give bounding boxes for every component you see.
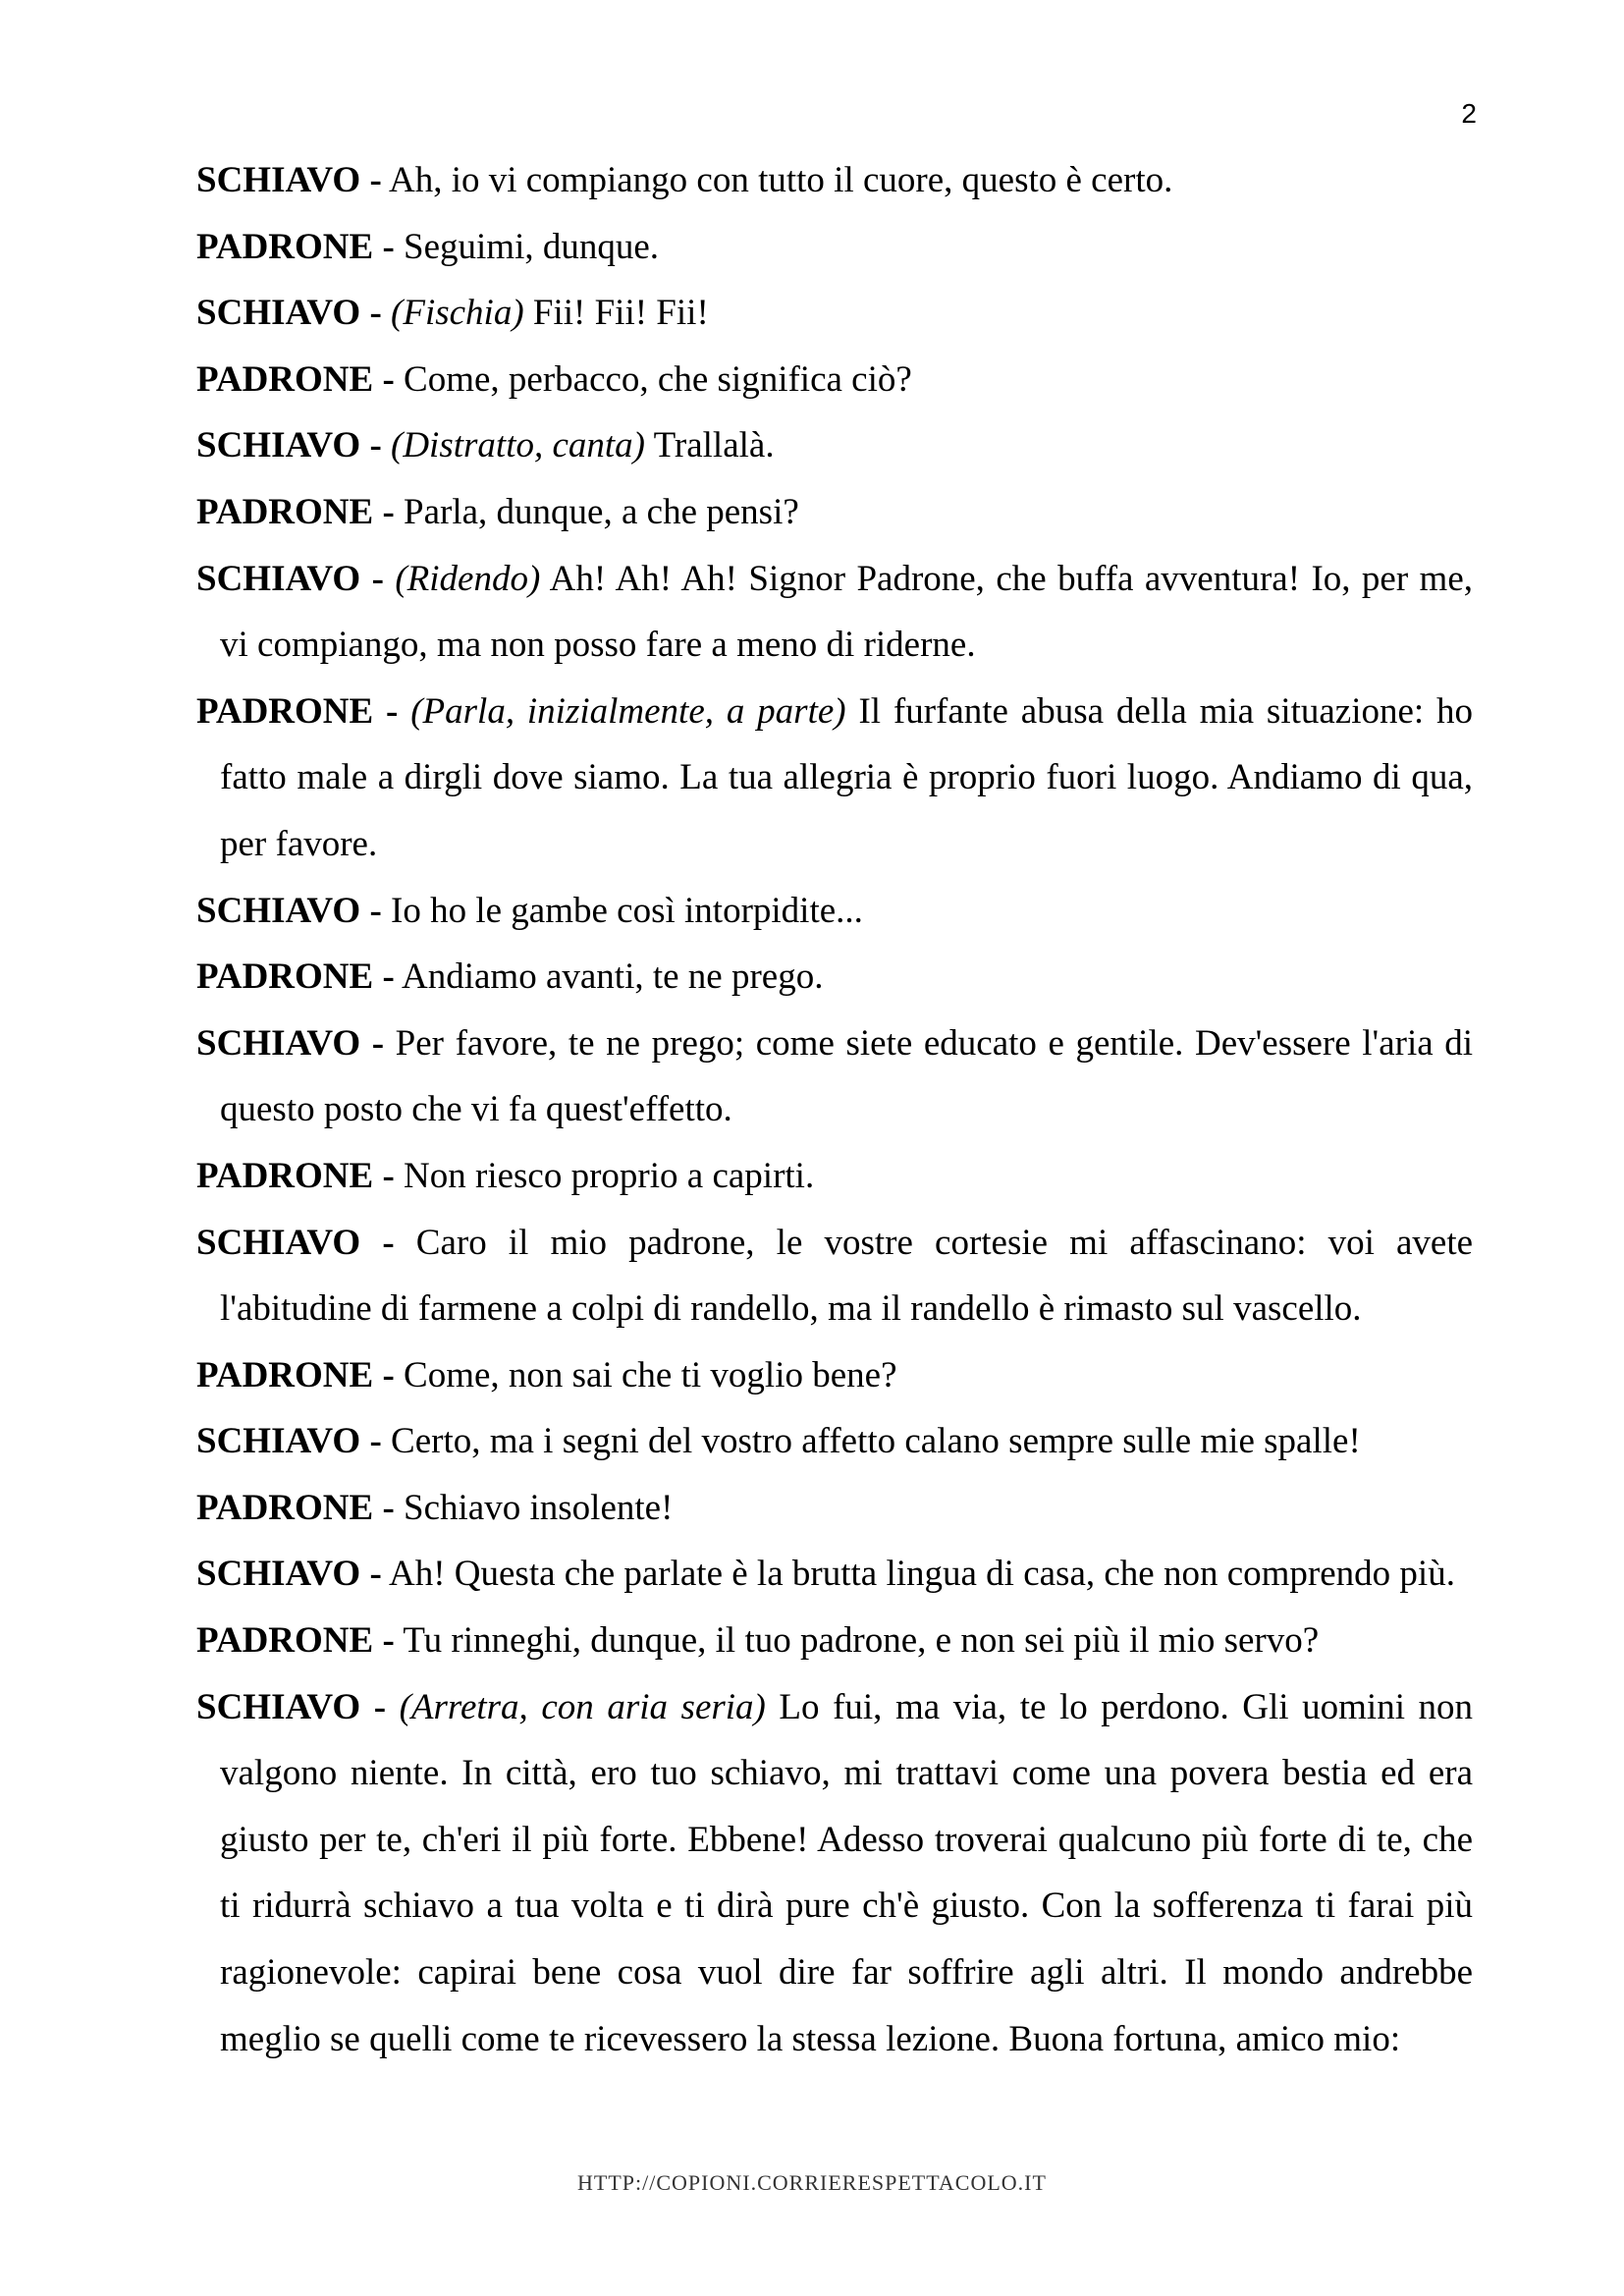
dialogue-line [196,1011,1473,1143]
stage-direction: (Ridendo) [395,558,541,599]
speaker-separator: - [382,957,395,998]
dialogue-text: Non riesco proprio a capirti. [404,1155,815,1196]
speaker-separator: - [382,1354,395,1395]
dialogue-line [196,878,1473,945]
dialogue-line [196,214,1473,281]
stage-direction: (Parla, inizialmente, a parte) [410,690,846,732]
speaker-separator: - [369,425,382,466]
speaker-name: SCHIAVO [196,1022,361,1064]
speaker-separator: - [373,1686,387,1727]
speaker-separator: - [371,558,384,599]
stage-direction: (Arretra, con aria seria) [399,1686,766,1727]
dialogue-line [196,1608,1473,1674]
dialogue-text: Seguimi, dunque. [404,226,660,267]
dialogue-line [196,1475,1473,1542]
speaker-name: PADRONE [196,690,374,732]
dialogue-line [196,1143,1473,1210]
dialogue-line [196,1210,1473,1342]
dialogue-text: Lo fui, ma via, te lo perdono. Gli uomini non valgono niente. In città, ero tuo schiavo, mi trattavi come una povera bestia ed era giusto per te, ch'eri il più forte. Ebbene! Adesso troverai qualcuno più forte di te, che ti ridurrà schiavo a tua volta e ti dirà pure ch'è giusto. Con la sofferenza ti farai più ragionevole: capirai bene cosa vuol dire far soffrire agli altri. Il mondo andrebbe meglio se quelli come te ricevessero la stessa lezione. Buona fortuna, amico mio: [220,1686,1474,2059]
speaker-name: SCHIAVO [196,558,361,599]
speaker-separator: - [382,1155,395,1196]
script-body [196,147,1473,2072]
dialogue-text: Fii! Fii! Fii! [532,293,709,334]
speaker-separator: - [369,293,382,334]
speaker-name: SCHIAVO [196,293,361,334]
dialogue-line [196,1674,1473,2073]
dialogue-line [196,147,1473,214]
speaker-separator: - [369,1554,382,1595]
speaker-separator: - [382,491,395,532]
dialogue-line [196,546,1473,679]
dialogue-text: Come, non sai che ti voglio bene? [404,1354,897,1395]
speaker-name: SCHIAVO [196,1421,361,1462]
speaker-name: SCHIAVO [196,890,361,931]
dialogue-text: Ah, io vi compiango con tutto il cuore, questo è certo. [388,160,1173,200]
speaker-name: SCHIAVO [196,1222,361,1263]
dialogue-text: Caro il mio padrone, le vostre cortesie mi affascinano: voi avete l'abitudine di farmene a colpi di randello, ma il randello è rimasto sul vascello. [220,1222,1474,1330]
dialogue-line [196,1342,1473,1409]
dialogue-line [196,1408,1473,1475]
dialogue-line [196,944,1473,1011]
dialogue-line [196,280,1473,347]
speaker-separator: - [382,1620,395,1662]
speaker-name: PADRONE [196,957,374,998]
speaker-separator: - [382,1222,395,1263]
speaker-name: PADRONE [196,491,374,532]
speaker-name: SCHIAVO [196,1686,361,1727]
dialogue-line [196,1541,1473,1608]
dialogue-line [196,679,1473,878]
dialogue-text: Schiavo insolente! [404,1487,674,1528]
dialogue-text: Tu rinneghi, dunque, il tuo padrone, e non sei più il mio servo? [403,1620,1320,1662]
speaker-separator: - [382,358,395,400]
dialogue-line [196,347,1473,413]
dialogue-text: Andiamo avanti, te ne prego. [402,957,824,998]
dialogue-text: Io ho le gambe così intorpidite... [391,890,863,931]
dialogue-text: Certo, ma i segni del vostro affetto calano sempre sulle mie spalle! [391,1421,1361,1462]
dialogue-text: Ah! Questa che parlate è la brutta lingua di casa, che non comprendo più. [388,1554,1455,1595]
speaker-separator: - [369,1421,382,1462]
stage-direction: (Distratto, canta) [391,425,645,466]
dialogue-text: Come, perbacco, che significa ciò? [404,358,912,400]
dialogue-text: Per favore, te ne prego; come siete educato e gentile. Dev'essere l'aria di questo posto che vi fa quest'effetto. [220,1022,1474,1130]
speaker-separator: - [386,690,399,732]
speaker-name: PADRONE [196,358,374,400]
speaker-separator: - [382,226,395,267]
stage-direction: (Fischia) [391,293,524,334]
speaker-name: SCHIAVO [196,1554,361,1595]
speaker-name: SCHIAVO [196,425,361,466]
speaker-separator: - [382,1487,395,1528]
speaker-name: PADRONE [196,226,374,267]
speaker-name: PADRONE [196,1155,374,1196]
speaker-separator: - [371,1022,385,1064]
dialogue-text: Il furfante abusa della mia situazione: ho fatto male a dirgli dove siamo. La tua allegria è proprio fuori luogo. Andiamo di qua, per favore. [220,690,1474,864]
dialogue-text: Trallalà. [653,425,775,466]
speaker-name: PADRONE [196,1620,374,1662]
dialogue-line [196,412,1473,479]
dialogue-text: Parla, dunque, a che pensi? [404,491,799,532]
page-number: 2 [1461,98,1477,129]
dialogue-line [196,479,1473,546]
speaker-name: SCHIAVO [196,160,361,200]
speaker-name: PADRONE [196,1487,374,1528]
page-footer: HTTP://COPIONI.CORRIERESPETTACOLO.IT [577,2170,1047,2195]
dialogue-text: Ah! Ah! Ah! Signor Padrone, che buffa avventura! Io, per me, vi compiango, ma non posso fare a meno di riderne. [220,558,1474,666]
speaker-name: PADRONE [196,1354,374,1395]
speaker-separator: - [369,890,382,931]
speaker-separator: - [369,160,382,200]
